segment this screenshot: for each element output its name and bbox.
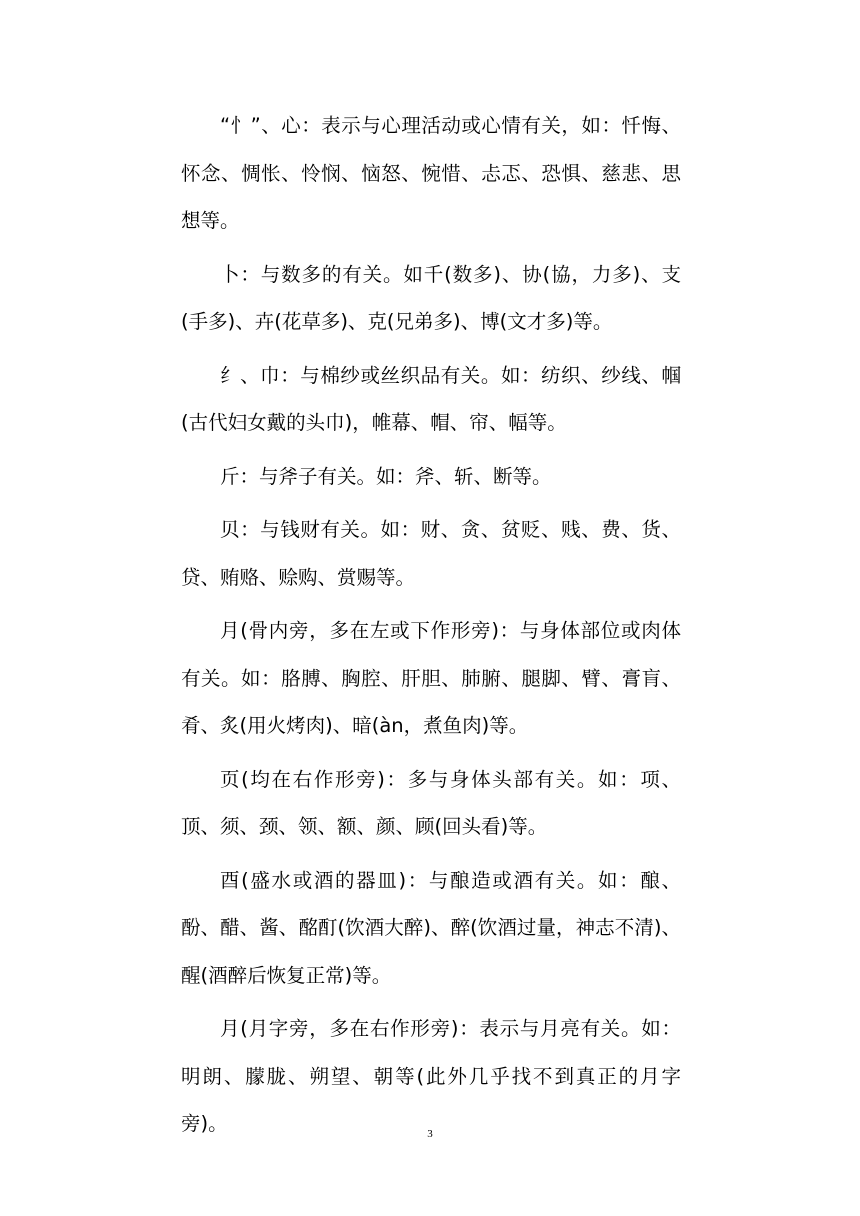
paragraph-head-radical: 页(均在右作形旁)：多与身体头部有关。如：项、顶、须、颈、领、额、颜、顾(回头看)等。 (181, 767, 681, 838)
paragraph-axe-radical: 斤：与斧子有关。如：斧、斩、断等。 (220, 464, 552, 488)
paragraph-heart-radical: “忄”、心：表示与心理活动或心情有关，如：忏悔、怀念、惆怅、怜悯、恼怒、惋惜、忐忑、恐惧、慈悲、思想等。 (181, 114, 681, 232)
paragraph-shell-radical: 贝：与钱财有关。如：财、贪、贫贬、贱、费、货、贷、贿赂、赊购、赏赐等。 (181, 518, 681, 589)
page-number: 3 (427, 1128, 433, 1140)
paragraph-wine-radical: 酉(盛水或酒的器皿)：与酿造或酒有关。如：酿、酚、醋、酱、酩酊(饮酒大醉)、醉(饮酒过量，神志不清)、醒(酒醉后恢复正常)等。 (181, 868, 681, 987)
paragraph-silk-radical: 纟、巾：与棉纱或丝织品有关。如：纺织、纱线、帼(古代妇女戴的头巾)，帷幕、帽、帘、幅等。 (181, 363, 681, 434)
paragraph-bu-radical: 卜：与数多的有关。如千(数多)、协(協，力多)、支(手多)、卉(花草多)、克(兄弟多)、博(文才多)等。 (181, 262, 681, 333)
document-body (181, 102, 681, 1154)
paragraph-flesh-radical: 月(骨内旁，多在左或下作形旁)：与身体部位或肉体有关。如：胳膊、胸腔、肝胆、肺腑、腿脚、臂、膏肓、肴、炙(用火烤肉)、暗(àn，煮鱼肉)等。 (181, 619, 681, 737)
paragraph-moon-radical: 月(月字旁，多在右作形旁)：表示与月亮有关。如：明朗、朦胧、朔望、朝等(此外几乎找不到真正的月字旁)。 (181, 1017, 681, 1135)
